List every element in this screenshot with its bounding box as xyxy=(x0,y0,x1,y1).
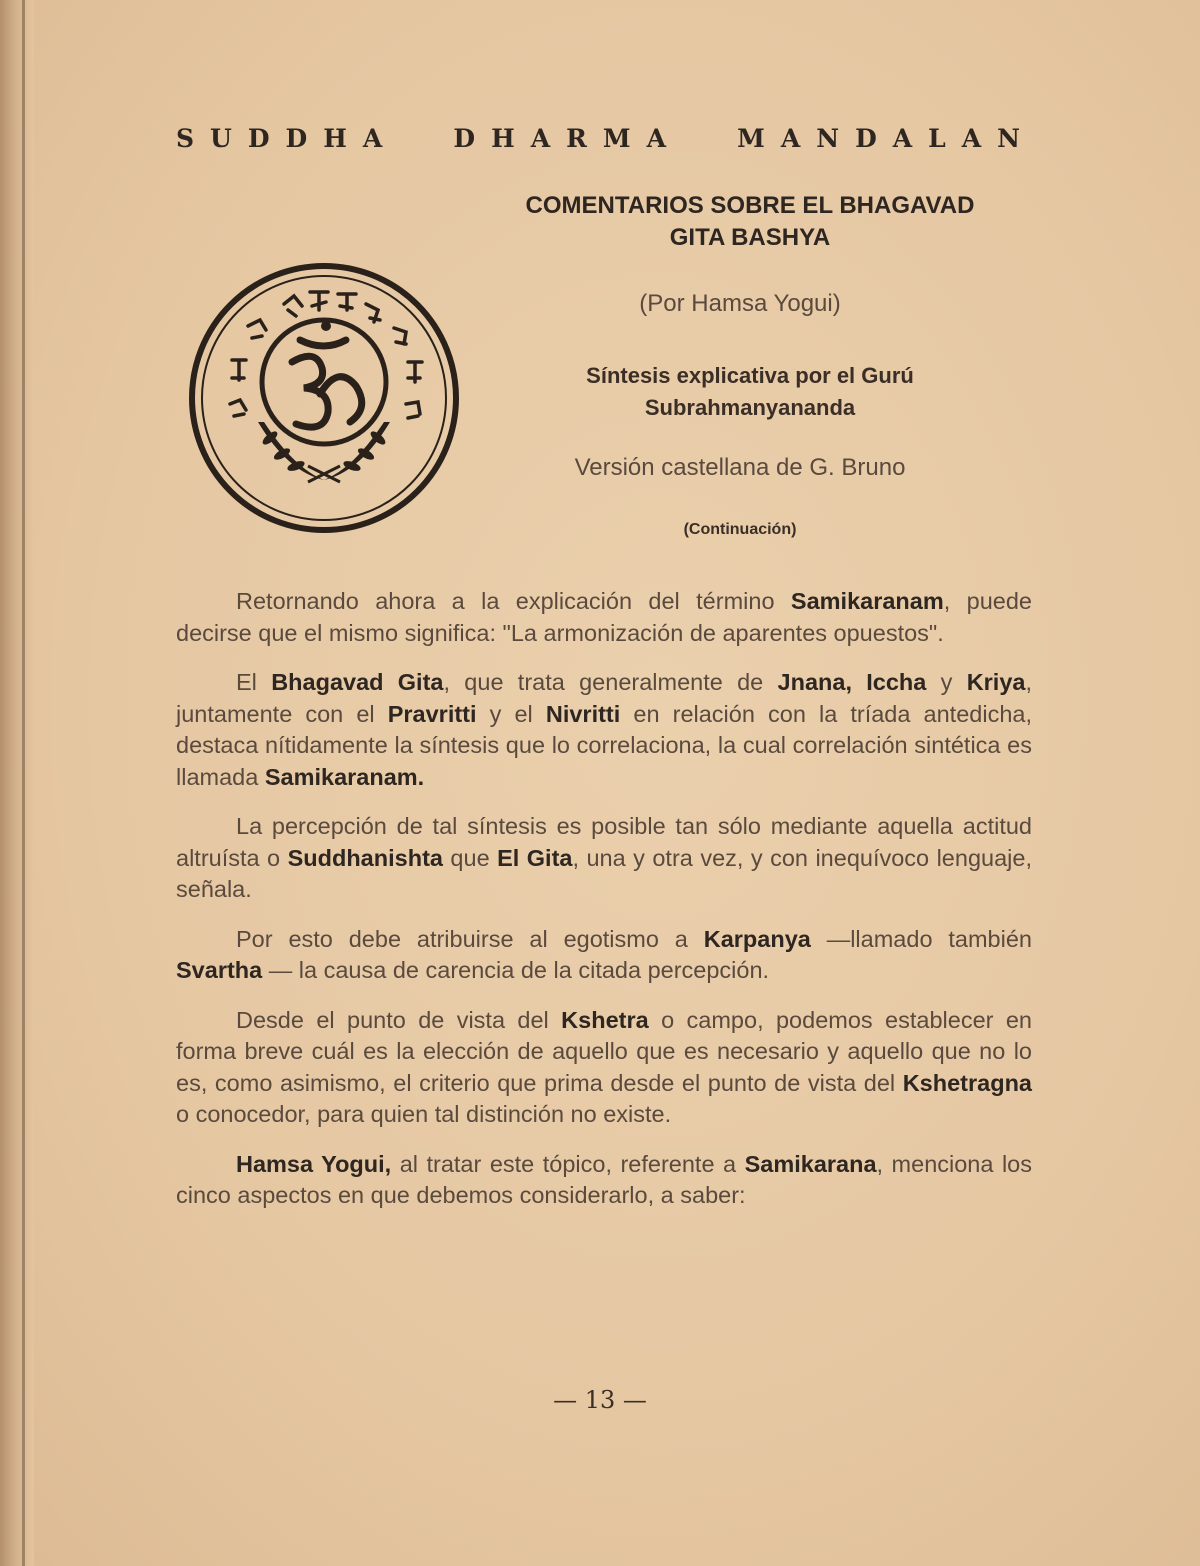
bold-term: Svartha xyxy=(176,957,263,983)
bold-term: Karpanya xyxy=(703,925,811,952)
bold-term: Jnana, Iccha xyxy=(777,669,927,695)
paragraph xyxy=(176,586,1032,649)
bold-term: Kshetragna xyxy=(902,1069,1032,1096)
synthesis-line: Subrahmanyananda xyxy=(644,395,856,420)
header-word: MANDALAN xyxy=(737,124,1036,153)
text-run: Desde el punto de vista del xyxy=(236,1006,562,1033)
page-number: — 13 — xyxy=(553,1386,647,1414)
author-line: (Por Hamsa Yogui) xyxy=(639,290,841,317)
continuation-label: (Continuación) xyxy=(683,521,797,538)
header-word: DHARMA xyxy=(453,124,682,153)
bold-term: Samikaranam. xyxy=(264,763,425,790)
bold-term: Samikarana xyxy=(744,1150,877,1177)
text-run: en relación con la tríada antedicha, destaca nítidamente la síntesis que lo correlaciona, la cual correlación sintética es llamada xyxy=(176,700,1032,790)
om-seal-emblem xyxy=(188,262,460,534)
binding-line xyxy=(22,0,25,1566)
bold-term: El Gita xyxy=(497,844,573,871)
text-run: , puede decirse que el mismo significa: "La armonización de aparentes opuestos". xyxy=(176,588,1033,646)
paragraph xyxy=(176,1149,1032,1212)
text-run: al tratar este tópico, referente a xyxy=(391,1150,745,1177)
text-run: o conocedor, para quien tal distinción no existe. xyxy=(176,1101,672,1127)
text-run: o campo, podemos establecer en forma breve cuál es la elección de aquello que es necesario y aquello que no lo es, como asimismo, el criterio que prima desde el punto de vista del xyxy=(176,1006,1032,1096)
text-run: —llamado también xyxy=(810,925,1032,952)
bold-term: Hamsa Yogui, xyxy=(236,1150,392,1177)
article-title xyxy=(440,190,1060,254)
bold-term: Suddhanishta xyxy=(287,844,443,871)
text-run: , juntamente con el xyxy=(176,669,1033,727)
bold-term: Bhagavad Gita xyxy=(271,669,444,695)
page-binding-edge xyxy=(0,0,34,1566)
translation-credit: Versión castellana de G. Bruno xyxy=(574,454,906,481)
title-line: COMENTARIOS SOBRE EL BHAGAVAD xyxy=(525,192,975,219)
om-dot xyxy=(321,321,331,331)
text-run: Retornando ahora a la explicación del término xyxy=(236,588,791,614)
text-run: que xyxy=(442,844,498,871)
article-body xyxy=(176,586,1032,1230)
text-run: Por esto debe atribuirse al egotismo a xyxy=(236,925,704,952)
paragraph xyxy=(176,667,1032,793)
text-run: y el xyxy=(476,700,546,727)
synthesis-credit xyxy=(480,360,1020,424)
om-icon xyxy=(292,340,362,427)
bold-term: Samikaranam xyxy=(790,588,944,614)
title-line: GITA BASHYA xyxy=(669,224,831,251)
paragraph xyxy=(176,924,1032,987)
header-word: SUDDHA xyxy=(176,124,399,153)
bold-term: Kriya xyxy=(966,669,1026,695)
text-run: La percepción de tal síntesis es posible tan sólo mediante aquella actitud altruísta o xyxy=(176,813,1032,871)
text-run: , menciona los cinco aspectos en que debemos considerarlo, a saber: xyxy=(176,1150,1032,1208)
bold-term: Pravritti xyxy=(387,700,477,727)
text-run: , una y otra vez, y con inequívoco lenguaje, señala. xyxy=(176,844,1032,902)
paragraph xyxy=(176,811,1032,906)
laurel-wreath-icon xyxy=(258,422,390,482)
text-run: — la causa de carencia de la citada percepción. xyxy=(262,957,770,983)
bold-term: Nivritti xyxy=(545,700,621,727)
bold-term: Kshetra xyxy=(561,1006,649,1033)
synthesis-line: Síntesis explicativa por el Gurú xyxy=(586,363,914,388)
text-run: y xyxy=(926,669,967,695)
running-header xyxy=(176,124,1036,153)
text-run: El xyxy=(236,669,272,695)
text-run: , que trata generalmente de xyxy=(443,669,778,695)
paragraph xyxy=(176,1005,1032,1131)
